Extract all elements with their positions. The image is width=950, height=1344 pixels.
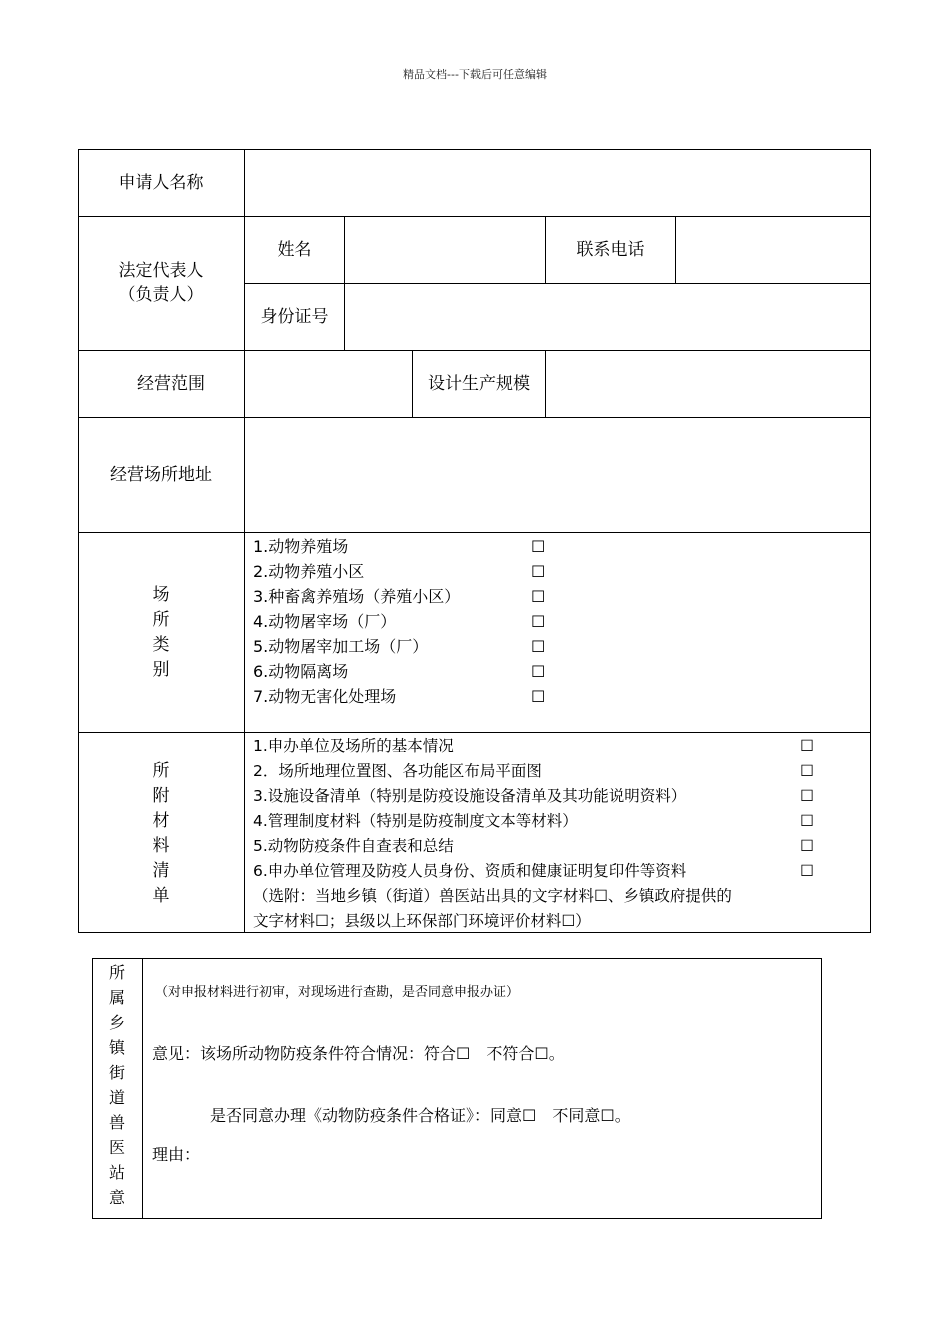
materials-list (253, 734, 865, 934)
list-item: 5.动物防疫条件自查表和总结 ☐ (253, 834, 865, 859)
list-item: 2.动物养殖小区 ☐ (253, 559, 553, 584)
checkbox[interactable]: ☐ (531, 562, 546, 581)
review-note: （对申报材料进行初审，对现场进行查勘，是否同意申报办证） (155, 985, 520, 1000)
list-item: 4.动物屠宰场（厂） ☐ (253, 609, 553, 634)
list-item: 1.动物养殖场 ☐ (253, 534, 553, 559)
list-item: 7.动物无害化处理场 ☐ (253, 684, 553, 709)
business-scope-label: 经营范围 (137, 373, 205, 394)
opinion-line: 意见：该场所动物防疫条件符合情况：符合☐ 不符合☐。 (152, 1044, 565, 1063)
opinion-side-label: 所 属 乡 镇 街 道 兽 医 站 意 (108, 963, 125, 1207)
page-header: 精品文档---下载后可任意编辑 (403, 68, 547, 81)
checkbox[interactable]: ☐ (800, 812, 814, 830)
id-number-field[interactable] (345, 283, 870, 350)
name-label: 姓名 (277, 239, 312, 260)
optional-materials-line-1: （选附：当地乡镇（街道）兽医站出具的文字材料☐、乡镇政府提供的 (253, 887, 732, 905)
list-item: 2．场所地理位置图、各功能区布局平面图 ☐ (253, 759, 865, 784)
site-type-label: 场 所 类 别 (152, 585, 170, 680)
list-item: 4.管理制度材料（特别是防疫制度文本等材料） ☐ (253, 809, 865, 834)
list-item: 6.动物隔离场 ☐ (253, 659, 553, 684)
checkbox[interactable]: ☐ (800, 837, 814, 855)
applicant-name-label: 申请人名称 (118, 172, 204, 193)
checkbox[interactable]: ☐ (531, 612, 546, 631)
id-number-label: 身份证号 (260, 306, 329, 327)
list-item: 3.种畜禽养殖场（养殖小区） ☐ (253, 584, 553, 609)
phone-field[interactable] (676, 216, 870, 283)
site-address-field[interactable] (245, 417, 870, 532)
list-item: 6.申办单位管理及防疫人员身份、资质和健康证明复印件等资料 ☐ (253, 859, 865, 884)
checkbox[interactable]: ☐ (531, 662, 546, 681)
site-address-label: 经营场所地址 (110, 464, 212, 485)
checkbox[interactable]: ☐ (531, 537, 546, 556)
optional-materials-line-2: 文字材料☐；县级以上环保部门环境评价材料☐） (253, 912, 591, 930)
checkbox[interactable]: ☐ (531, 587, 546, 606)
applicant-name-field[interactable] (245, 149, 870, 216)
checkbox[interactable]: ☐ (800, 787, 814, 805)
legal-representative-label: 法定代表人 （负责人） (118, 261, 204, 305)
name-field[interactable] (345, 216, 545, 283)
production-scale-field[interactable] (546, 350, 870, 417)
checkbox[interactable]: ☐ (531, 687, 546, 706)
checkbox[interactable]: ☐ (531, 637, 546, 656)
checkbox[interactable]: ☐ (800, 737, 814, 755)
checkbox[interactable]: ☐ (800, 762, 814, 780)
agree-line: 是否同意办理《动物防疫条件合格证》：同意☐ 不同意☐。 (210, 1106, 631, 1125)
list-item: 5.动物屠宰加工场（厂） ☐ (253, 634, 553, 659)
site-type-list (253, 534, 553, 709)
business-scope-field[interactable] (245, 350, 412, 417)
production-scale-label: 设计生产规模 (428, 373, 530, 394)
reason-label: 理由： (152, 1145, 201, 1164)
materials-label: 所 附 材 料 清 单 (152, 761, 170, 906)
checkbox[interactable]: ☐ (800, 862, 814, 880)
list-item: 1.申办单位及场所的基本情况 ☐ (253, 734, 865, 759)
list-item: 3.设施设备清单（特别是防疫设施设备清单及其功能说明资料） ☐ (253, 784, 865, 809)
phone-label: 联系电话 (576, 239, 645, 260)
